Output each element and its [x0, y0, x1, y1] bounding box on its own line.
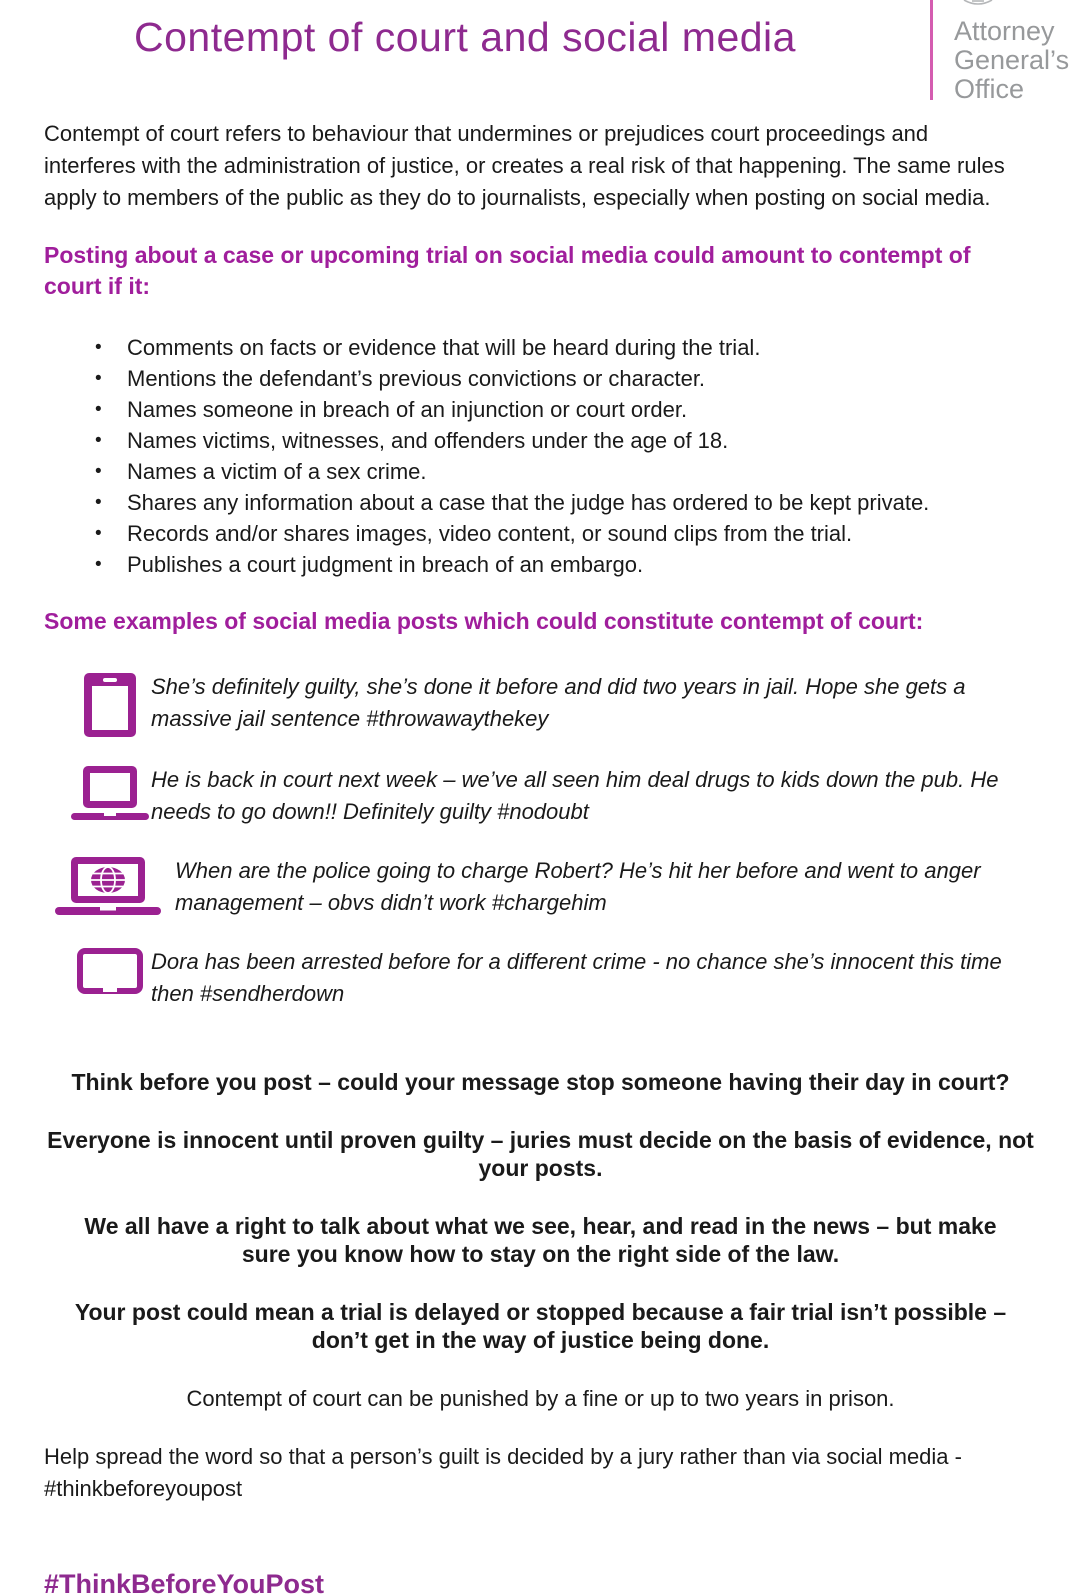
bullet-marker: • [95, 492, 102, 513]
bullet-item [95, 456, 1037, 487]
statement-trial-delayed: Your post could mean a trial is delayed or stopped because a fair trial isn’t possible – don’t get in the way of justice being done. [74, 1299, 1007, 1353]
bullet-item [95, 425, 1037, 456]
example-post-row [69, 946, 1037, 1010]
section-heading-posting: Posting about a case or upcoming trial on social media could amount to contempt of court if it: [44, 242, 971, 299]
contempt-bullet-list [44, 332, 1037, 580]
statement-think-before-you-post: Think before you post – could your message stop someone having their day in court? [71, 1069, 1010, 1095]
document-header [0, 0, 1081, 104]
example-post-row [69, 671, 1037, 737]
bullet-marker: • [95, 337, 102, 358]
statement-right-to-talk: We all have a right to talk about what we see, hear, and read in the news – but make sure you know how to stay on the right side of the law. [84, 1213, 997, 1267]
bullet-item [95, 487, 1037, 518]
example-post-text: When are the police going to charge Robert? He’s hit her before and went to anger management – obvs didn’t work #chargehim [175, 858, 981, 915]
bullet-item [95, 394, 1037, 425]
bullet-marker: • [95, 399, 102, 420]
laptop-icon [69, 766, 151, 821]
royal-crest-icon [956, 0, 1069, 14]
bullet-item [95, 549, 1037, 580]
monitor-icon [69, 948, 151, 994]
example-post-row [69, 764, 1037, 828]
bullet-text: Records and/or shares images, video content, or sound clips from the trial. [127, 521, 853, 546]
outro-paragraph: Help spread the word so that a person’s guilt is decided by a jury rather than via social media - #thinkbeforeyoupost [44, 1444, 962, 1501]
logo-line-2: General’s [954, 45, 1070, 75]
example-posts [44, 671, 1037, 1010]
bullet-text: Names victims, witnesses, and offenders under the age of 18. [127, 428, 729, 453]
section-heading-examples: Some examples of social media posts which could constitute contempt of court: [44, 608, 924, 634]
page-title: Contempt of court and social media [134, 14, 796, 60]
intro-paragraph: Contempt of court refers to behaviour that undermines or prejudices court proceedings and interferes with the administration of justice, or creates a real risk of that happening. The same rules apply to members of the public as they do to journalists, especially when posting on social media. [44, 121, 1005, 210]
attorney-generals-office-logo [930, 0, 1070, 104]
example-post-text: Dora has been arrested before for a different crime - no chance she’s innocent this time then #sendherdown [151, 949, 1002, 1006]
bullet-marker: • [95, 554, 102, 575]
statement-innocent-until-proven: Everyone is innocent until proven guilty – juries must decide on the basis of evidence, not your posts. [47, 1127, 1034, 1181]
example-post-row [69, 855, 1037, 919]
logo-line-1: Attorney [954, 16, 1055, 46]
penalty-note: Contempt of court can be punished by a fine or up to two years in prison. [186, 1386, 895, 1411]
bullet-text: Publishes a court judgment in breach of an embargo. [127, 552, 644, 577]
hashtag-think-before-you-post: #ThinkBeforeYouPost [44, 1569, 325, 1594]
laptop-globe-icon [55, 857, 161, 915]
bullet-text: Mentions the defendant’s previous convictions or character. [127, 366, 706, 391]
tablet-icon [69, 673, 151, 737]
bullet-text: Names a victim of a sex crime. [127, 459, 427, 484]
bullet-text: Shares any information about a case that the judge has ordered to be kept private. [127, 490, 930, 515]
logo-text [954, 17, 1069, 104]
bullet-text: Names someone in breach of an injunction or court order. [127, 397, 688, 422]
logo-line-3: Office [954, 74, 1025, 104]
example-post-text: He is back in court next week – we’ve all seen him deal drugs to kids down the pub. He needs to go down!! Definitely guilty #nodoubt [151, 767, 999, 824]
bullet-marker: • [95, 368, 102, 389]
bullet-item [95, 363, 1037, 394]
example-post-text: She’s definitely guilty, she’s done it before and did two years in jail. Hope she gets a massive jail sentence #throwawaythekey [151, 674, 966, 731]
bullet-marker: • [95, 523, 102, 544]
bullet-item [95, 332, 1037, 363]
bullet-item [95, 518, 1037, 549]
bullet-marker: • [95, 461, 102, 482]
bullet-marker: • [95, 430, 102, 451]
bullet-text: Comments on facts or evidence that will be heard during the trial. [127, 335, 761, 360]
document-content [0, 118, 1081, 1594]
